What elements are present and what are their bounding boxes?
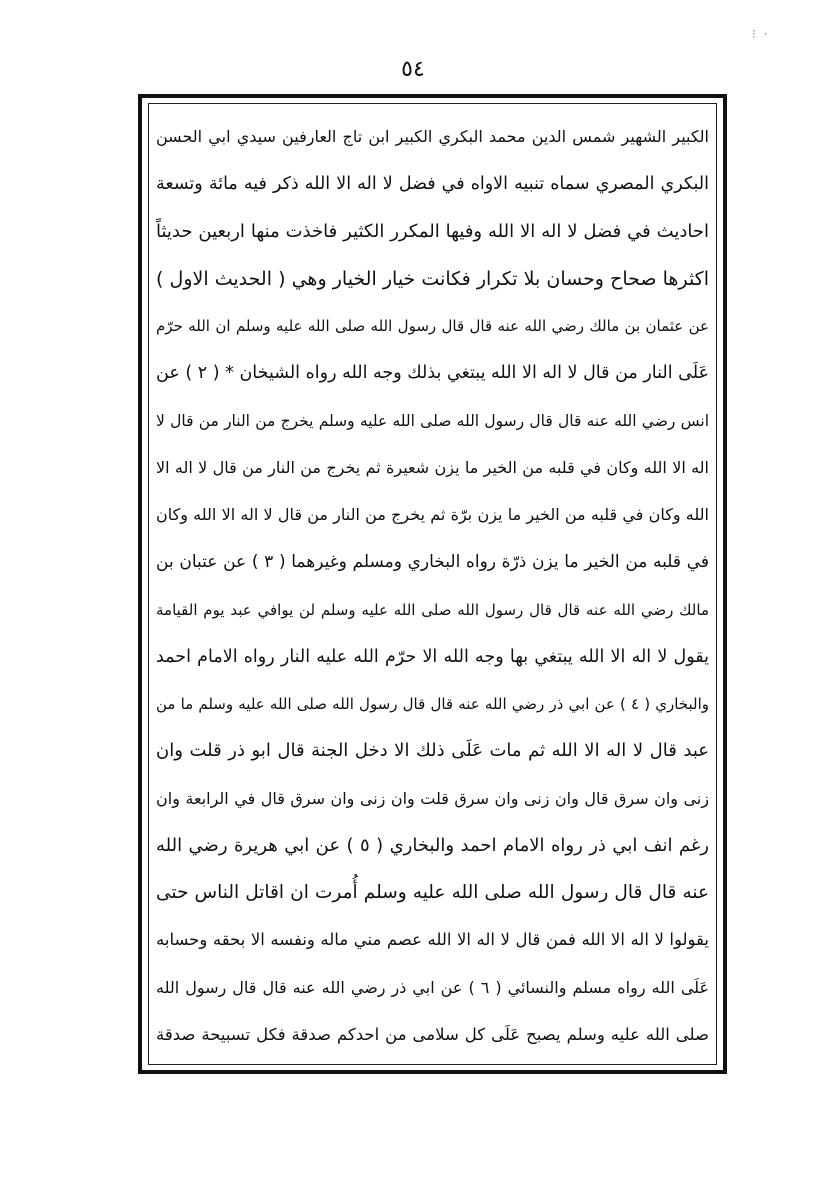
text-line-20: صلى الله عليه وسلم يصبح عَلَى كل سلامى من احدكم صدقة فكل تسبيحة صدقة bbox=[156, 1024, 709, 1044]
text-line-15: زنى وان سرق قال وان زنى وان سرق قلت وان زنى وان سرق قال في الرابعة وان bbox=[156, 788, 709, 808]
text-line-17: عنه قال قال رسول الله صلى الله عليه وسلم أُمرت ان اقاتل الناس حتى bbox=[156, 882, 709, 903]
text-line-7: انس رضي الله عنه قال قال رسول الله صلى الله عليه وسلم يخرج من النار من قال لا bbox=[156, 411, 709, 430]
text-line-16: رغم انف ابي ذر رواه الامام احمد والبخاري ( ٥ ) عن ابي هريرة رضي الله bbox=[156, 834, 709, 856]
text-line-12: يقول لا اله الا الله يبتغي بها وجه الله الا حرّم الله عليه النار رواه الامام احمد bbox=[156, 646, 709, 667]
text-line-19: عَلَى الله رواه مسلم والنسائي ( ٦ ) عن ابي ذر رضي الله عنه قال قال رسول الله bbox=[156, 977, 709, 997]
text-line-4: اكثرها صحاح وحسان بلا تكرار فكانت خيار الخيار وهي ( الحديث الاول ) bbox=[156, 267, 709, 290]
text-line-13: والبخاري ( ٤ ) عن ابي ذر رضي الله عنه قال قال رسول الله صلى الله عليه وسلم ما من bbox=[156, 695, 709, 713]
text-body bbox=[156, 116, 709, 1056]
text-line-10: في قلبه من الخير ما يزن ذرّة رواه البخاري ومسلم وغيرهما ( ٣ ) عن عتبان بن bbox=[156, 552, 709, 573]
text-line-6: عَلَى النار من قال لا اله الا الله يبتغي بذلك وجه الله رواه الشيخان * ( ٢ ) عن bbox=[156, 363, 709, 384]
text-line-3: احاديث في فضل لا اله الا الله وفيها المكرر الكثير فاخذت منها اربعين حديثاً bbox=[156, 220, 709, 242]
text-line-2: البكري المصري سماه تنبيه الاواه في فضل لا اله الا الله ذكر فيه مائة وتسعة bbox=[156, 174, 709, 195]
text-line-8: اله الا الله وكان في قلبه من الخير ما يزن شعيرة ثم يخرج من النار من قال لا اله الا bbox=[156, 457, 709, 477]
text-line-18: يقولوا لا اله الا الله فمن قال لا اله الا الله عصم مني ماله ونفسه الا بحقه وحسابه bbox=[156, 930, 709, 950]
page-edge-mark: ⁝ · bbox=[752, 27, 770, 41]
text-line-14: عبد قال لا اله الا الله ثم مات عَلَى ذلك الا دخل الجنة قال ابو ذر قلت وان bbox=[156, 740, 709, 762]
text-line-1: الكبير الشهير شمس الدين محمد البكري الكبير ابن تاج العارفين سيدي ابي الحسن bbox=[156, 127, 709, 146]
text-line-9: الله وكان في قلبه من الخير ما يزن برّة ثم يخرج من النار من قال لا اله الا الله وكان bbox=[156, 505, 709, 524]
text-line-5: عن عثمان بن مالك رضي الله عنه قال قال رسول الله صلى الله عليه وسلم ان الله حرّم bbox=[156, 317, 709, 335]
page-number: ٥٤ bbox=[401, 57, 425, 82]
text-line-11: مالك رضي الله عنه قال قال رسول الله صلى الله عليه وسلم لن يوافي عبد يوم القيامة bbox=[156, 600, 709, 619]
